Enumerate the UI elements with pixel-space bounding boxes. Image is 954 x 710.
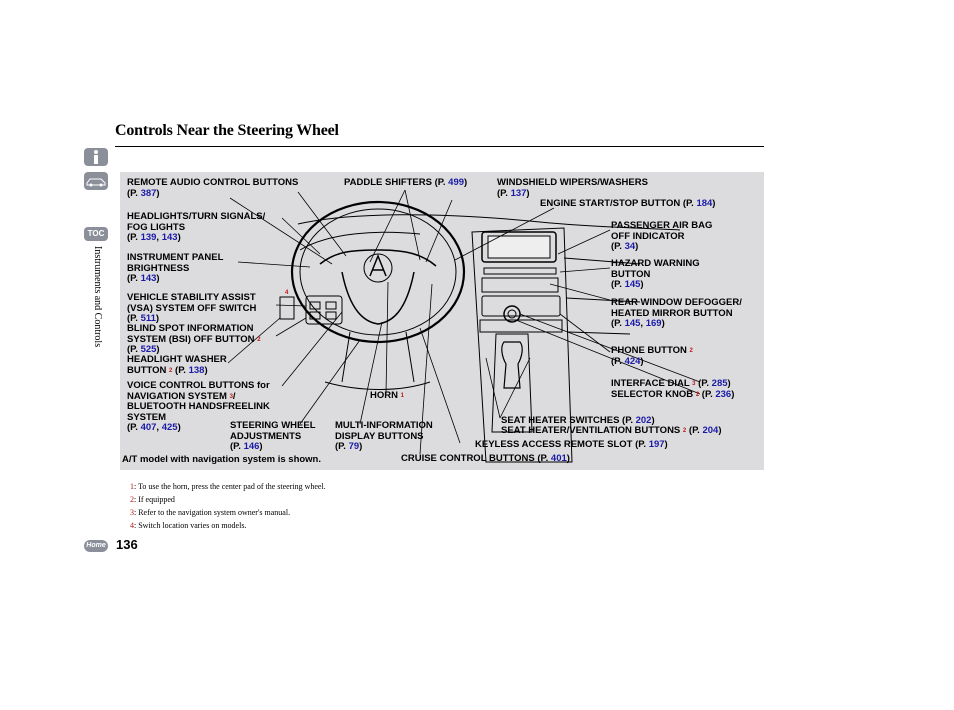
page-ref-link[interactable]: 407 (140, 422, 157, 433)
info-icon (84, 148, 108, 166)
vehicle-button[interactable] (84, 172, 108, 190)
label-phone: PHONE BUTTON $^2$ (P. 424) (611, 345, 693, 367)
label-bsi: BLIND SPOT INFORMATION SYSTEM (BSI) OFF BUTTON $^2$ (P. 525) (127, 323, 261, 355)
label-headlight-washer: HEADLIGHT WASHER BUTTON $^2$ (P. 138) (127, 354, 227, 376)
label-seat-heater: SEAT HEATER SWITCHES (P. 202) (501, 415, 655, 426)
page-ref-link[interactable]: 145 (624, 279, 641, 290)
label-headlights: HEADLIGHTS/TURN SIGNALS/ FOG LIGHTS (P. 139, 143) (127, 211, 266, 243)
page-ref-link[interactable]: 197 (648, 439, 665, 450)
section-label: Instruments and Controls (92, 246, 103, 348)
label-vsa: VEHICLE STABILITY ASSIST (VSA) SYSTEM OFF SWITCH (P. 511) (127, 292, 257, 324)
page-title: Controls Near the Steering Wheel (115, 122, 339, 139)
label-paddle-shifters: PADDLE SHIFTERS (P. 499) (344, 177, 468, 188)
info-button[interactable] (84, 148, 108, 166)
page-ref-link[interactable]: 146 (243, 441, 260, 452)
label-mid-buttons: MULTI-INFORMATION DISPLAY BUTTONS (P. 79) (335, 420, 433, 452)
page-ref-link[interactable]: 143 (140, 273, 157, 284)
page-ref-link[interactable]: 79 (348, 441, 360, 452)
page-ref-link[interactable]: 499 (448, 177, 465, 188)
page-ref-link[interactable]: 169 (645, 318, 662, 329)
label-engine-start: ENGINE START/STOP BUTTON (P. 184) (540, 198, 716, 209)
label-selector-knob: SELECTOR KNOB $^2$ (P. 236) (611, 389, 735, 400)
page-ref-link[interactable]: 138 (188, 364, 205, 376)
page-ref-link[interactable]: 143 (161, 232, 178, 243)
footnote: 3: Refer to the navigation system owner's manual. (130, 508, 291, 517)
toc-button[interactable]: TOC (84, 227, 108, 241)
label-interface-dial: INTERFACE DIAL $^3$ (P. 285) (611, 378, 731, 389)
page-ref-link[interactable]: 184 (696, 198, 713, 209)
label-passenger-airbag: PASSENGER AIR BAG OFF INDICATOR (P. 34) (611, 220, 713, 252)
page-ref-link[interactable]: 401 (550, 453, 567, 464)
label-voice-control: VOICE CONTROL BUTTONS for NAVIGATION SYSTEM $^3$/ BLUETOOTH HANDSFREELINK SYSTEM (P. 407, 425) (127, 380, 270, 433)
footnote: 1: To use the horn, press the center pad of the steering wheel. (130, 482, 326, 491)
page-ref-link[interactable]: 34 (624, 241, 636, 252)
footnote: 2: If equipped (130, 495, 175, 504)
page-ref-link[interactable]: 511 (140, 313, 156, 324)
label-horn: HORN $^1$ (370, 390, 404, 401)
label-keyless: KEYLESS ACCESS REMOTE SLOT (P. 197) (475, 439, 668, 450)
page-ref-link[interactable]: 425 (161, 422, 178, 433)
page-ref-link[interactable]: 236 (715, 389, 732, 400)
page-ref-link[interactable]: 387 (140, 187, 157, 199)
home-button[interactable]: Home (84, 540, 108, 552)
diagram-caption: A/T model with navigation system is shown. (122, 454, 322, 465)
label-hazard: HAZARD WARNING BUTTON (P. 145) (611, 258, 700, 290)
page-ref-link[interactable]: 424 (624, 355, 641, 367)
page-ref-link[interactable]: 202 (635, 415, 652, 426)
page-ref-link[interactable]: 525 (140, 344, 157, 355)
label-cruise: CRUISE CONTROL BUTTONS (P. 401) (401, 453, 570, 464)
title-rule (115, 146, 764, 147)
label-defogger: REAR WINDOW DEFOGGER/ HEATED MIRROR BUTTON (P. 145, 169) (611, 297, 742, 329)
diagram-panel (120, 172, 764, 470)
label-wipers: WINDSHIELD WIPERS/WASHERS (P. 137) (497, 177, 648, 199)
page-ref-link[interactable]: 204 (702, 425, 719, 436)
footnote: 4: Switch location varies on models. (130, 521, 247, 530)
vsa-footnote-mark: 4 (285, 290, 289, 296)
label-seat-ventilation: SEAT HEATER/VENTILATION BUTTONS $^2$ (P. 204) (501, 425, 722, 436)
car-icon (84, 172, 108, 190)
label-steering-adjust: STEERING WHEEL ADJUSTMENTS (P. 146) (230, 420, 316, 452)
label-instrument-brightness: INSTRUMENT PANEL BRIGHTNESS (P. 143) (127, 252, 224, 284)
page-ref-link[interactable]: 145 (624, 318, 641, 329)
page-ref-link[interactable]: 137 (510, 187, 527, 199)
label-remote-audio: REMOTE AUDIO CONTROL BUTTONS (P. 387) (127, 177, 299, 199)
page-ref-link[interactable]: 139 (140, 232, 157, 243)
page-ref-link[interactable]: 285 (711, 378, 728, 389)
page-number: 136 (116, 537, 138, 552)
